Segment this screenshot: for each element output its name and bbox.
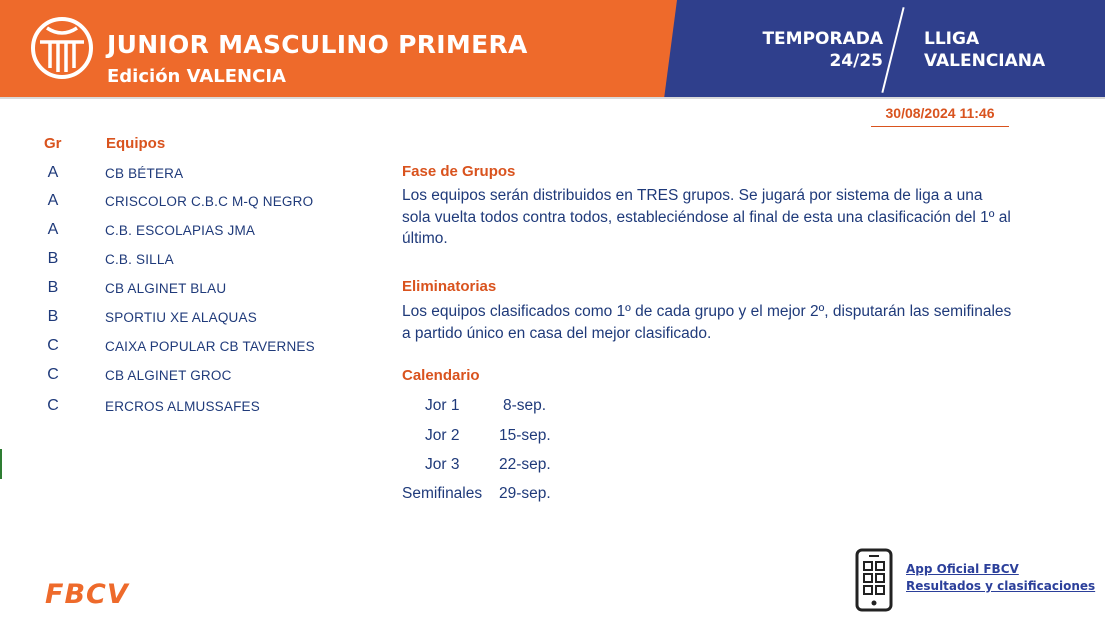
calendar-date: 29-sep. [499, 485, 551, 502]
basketball-logo-icon [30, 16, 94, 80]
group-cell: A [47, 192, 59, 209]
header-banner [0, 0, 1105, 99]
team-cell: SPORTIU XE ALAQUAS [105, 310, 257, 325]
group-cell: C [47, 337, 59, 354]
team-cell: ERCROS ALMUSSAFES [105, 399, 260, 414]
groups-phase-text: Los equipos serán distribuidos en TRES grupos. Se jugará por sistema de liga a una sola vuelta todos contra todos, estableciéndose al final de esta una clasificación del 1º al último. [402, 187, 1011, 247]
app-official-link[interactable]: App Oficial FBCV [906, 562, 1019, 576]
column-header-group: Gr [44, 135, 62, 152]
team-cell: CB ALGINET BLAU [105, 281, 227, 296]
groups-phase-title: Fase de Grupos [402, 163, 516, 180]
calendar-round: Jor 1 [425, 397, 460, 414]
calendar-date: 15-sep. [499, 427, 551, 444]
fbcv-logo [43, 578, 153, 608]
calendar-round: Semifinales [402, 485, 483, 502]
league-block [924, 28, 1045, 72]
edge-marker [0, 449, 2, 479]
season-label: TEMPORADA [762, 29, 883, 49]
team-cell: CRISCOLOR C.B.C M-Q NEGRO [105, 194, 314, 209]
league-line-1: LLIGA [924, 29, 980, 49]
column-header-teams: Equipos [106, 135, 166, 152]
group-cell: B [47, 279, 59, 296]
group-cell: A [47, 164, 59, 181]
team-cell: C.B. ESCOLAPIAS JMA [105, 223, 256, 238]
calendar-title: Calendario [402, 367, 480, 384]
knockout-title: Eliminatorias [402, 278, 497, 295]
calendar-date: 22-sep. [499, 456, 551, 473]
group-cell: B [47, 308, 59, 325]
knockout-text: Los equipos clasificados como 1º de cada grupo y el mejor 2º, disputarán las semifinales a partido único en casa del mejor clasificado. [402, 303, 1012, 342]
team-cell: C.B. SILLA [105, 252, 174, 267]
calendar-round: Jor 3 [425, 456, 460, 473]
page-title: JUNIOR MASCULINO PRIMERA [107, 30, 528, 59]
season-value: 24/25 [829, 51, 883, 71]
season-block [762, 28, 883, 72]
header-bottom-line [0, 97, 1105, 99]
edition-subtitle: Edición VALENCIA [107, 66, 286, 87]
smartphone-app-icon[interactable] [855, 548, 893, 612]
group-cell: C [47, 366, 59, 383]
results-link[interactable]: Resultados y clasificaciones [906, 579, 1096, 593]
calendar-round: Jor 2 [425, 427, 460, 444]
group-cell: A [47, 221, 59, 238]
calendar-date: 8-sep. [503, 397, 547, 414]
team-cell: CAIXA POPULAR CB TAVERNES [105, 339, 315, 354]
league-line-2: VALENCIANA [924, 51, 1046, 71]
team-cell: CB ALGINET GROC [105, 368, 232, 383]
timestamp: 30/08/2024 11:46 [871, 105, 1009, 127]
fbcv-logo-text: FBCV [45, 579, 129, 608]
group-cell: C [47, 397, 59, 414]
team-cell: CB BÉTERA [105, 166, 184, 181]
group-cell: B [47, 250, 59, 267]
